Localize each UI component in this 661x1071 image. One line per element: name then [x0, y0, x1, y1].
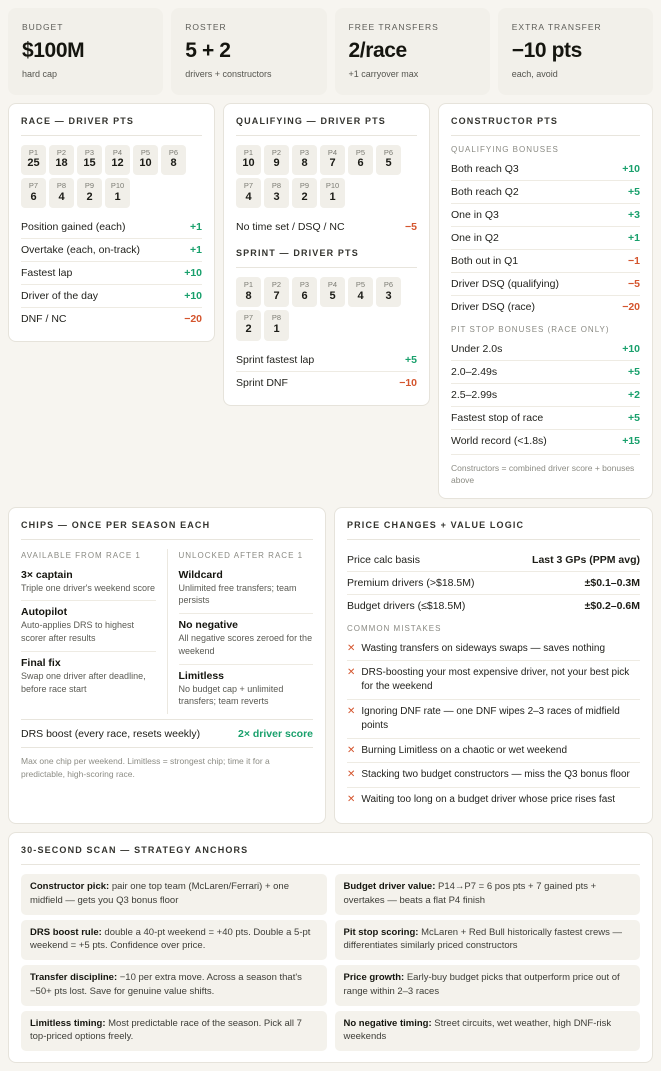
pill-position-label: P8 [56, 181, 67, 191]
scan-item-text: Street circuits, wet weather, high DNF-risk weekends [343, 1017, 612, 1043]
scoring-row-label: One in Q3 [451, 209, 499, 221]
position-pill [49, 178, 74, 208]
pill-points-value: 1 [329, 190, 336, 203]
cross-icon: ✕ [347, 706, 356, 718]
scoring-row-value: −5 [628, 278, 640, 290]
position-pill [348, 277, 373, 307]
cross-icon: ✕ [347, 667, 356, 679]
chips-columns [21, 549, 313, 715]
mistake-row [347, 661, 640, 700]
chips-available-list [21, 564, 156, 702]
scoring-row-value: +15 [622, 435, 640, 447]
scoring-row-label: Driver of the day [21, 290, 99, 303]
race-scoring-rows [21, 216, 202, 330]
scan-item-text: Early-buy budget picks that outperform price out of range within 2–3 races [343, 972, 620, 997]
scan-item-term: DRS boost rule: [30, 926, 102, 938]
pill-position-label: P3 [299, 280, 310, 290]
chip-item [179, 614, 314, 665]
cross-icon: ✕ [347, 744, 356, 756]
mistake-row [347, 739, 640, 764]
drs-boost-label: DRS boost (every race, resets weekly) [21, 728, 201, 741]
scoring-row-value: +5 [628, 186, 640, 198]
common-mistakes-subhead: COMMON MISTAKES [347, 623, 442, 633]
scan-item [21, 920, 327, 961]
scoring-row-label: Both reach Q3 [451, 163, 519, 175]
position-pill [376, 277, 401, 307]
scan-item [335, 920, 641, 961]
chip-item [179, 665, 314, 715]
pill-points-value: 15 [83, 157, 96, 170]
scoring-row-value: −10 [399, 376, 417, 389]
position-pill [236, 178, 261, 208]
chip-description: Unlimited free transfers; team persists [178, 582, 297, 606]
summary-card [498, 8, 653, 95]
scan-item-term: Pit stop scoring: [343, 926, 419, 938]
scoring-row [451, 273, 640, 296]
scoring-row [236, 349, 417, 372]
scan-left-column [21, 874, 327, 1051]
summary-card-label: FREE TRANSFERS [348, 22, 439, 32]
scoring-row-label: Overtake (each, on-track) [21, 244, 141, 257]
position-pill [77, 178, 102, 208]
pill-position-label: P2 [271, 280, 282, 290]
position-pill [77, 145, 102, 175]
position-pill [236, 145, 261, 175]
sprint-scoring-rows [236, 349, 417, 394]
scoring-row [347, 572, 640, 595]
constructor-note: Constructors = combined driver score + bonuses above [451, 454, 640, 487]
scan-item [21, 965, 327, 1006]
scan-item-term: No negative timing: [343, 1017, 432, 1029]
pill-points-value: 25 [27, 157, 40, 170]
mistake-text: Waiting too long on a budget driver whose price rises fast [361, 794, 616, 806]
race-driver-pts-card [8, 103, 215, 342]
pill-position-label: P1 [243, 148, 254, 157]
summary-card-label: BUDGET [22, 22, 64, 32]
position-pill [320, 178, 345, 208]
scoring-row-value: +10 [622, 163, 640, 175]
qualifying-bonuses-subhead: QUALIFYING BONUSES [451, 145, 559, 154]
scoring-row-value: +2 [628, 389, 640, 401]
pill-position-label: P1 [243, 280, 254, 290]
scoring-row-label: Fastest lap [21, 267, 73, 280]
position-pill [105, 178, 130, 208]
scan-item [335, 965, 641, 1006]
scan-item-term: Price growth: [343, 972, 405, 984]
scoring-row [451, 361, 640, 384]
scoring-row-value: +1 [190, 221, 202, 234]
scan-item [21, 874, 327, 915]
scoring-row-label: World record (<1.8s) [451, 435, 547, 447]
pill-points-value: 3 [385, 289, 392, 302]
scoring-row [451, 430, 640, 452]
position-pill [348, 145, 373, 175]
chips-card-title: CHIPS — ONCE PER SEASON EACH [21, 520, 313, 540]
position-pill [264, 178, 289, 208]
scoring-row-value: ±$0.2–0.6M [584, 599, 640, 612]
chip-name: Wildcard [178, 568, 223, 581]
pit-stop-bonuses-subhead: PIT STOP BONUSES (RACE ONLY) [451, 325, 610, 334]
pill-position-label: P5 [140, 148, 151, 157]
pill-position-label: P10 [325, 181, 340, 191]
chip-description: Auto-applies DRS to highest scorer after results [21, 620, 135, 644]
drs-boost-value: 2× driver score [237, 728, 313, 741]
pill-points-value: 8 [245, 289, 252, 302]
pill-position-label: P6 [383, 280, 394, 290]
pill-position-label: P9 [299, 181, 310, 191]
pill-points-value: 10 [242, 157, 255, 170]
scoring-row-label: Price calc basis [347, 553, 420, 566]
scan-item [21, 1011, 327, 1052]
pill-position-label: P7 [28, 181, 39, 191]
scoring-row [236, 372, 417, 394]
position-pill [320, 277, 345, 307]
chip-name: No negative [178, 619, 239, 632]
pill-position-label: P10 [110, 181, 125, 191]
pill-position-label: P6 [383, 148, 394, 157]
pill-points-value: 9 [273, 157, 280, 170]
sprint-section-title: SPRINT — DRIVER PTS [236, 248, 417, 268]
pill-position-label: P2 [56, 148, 67, 157]
summary-strip [8, 8, 653, 95]
scoring-row [451, 204, 640, 227]
position-pill [105, 145, 130, 175]
chip-item [21, 601, 156, 652]
pill-points-value: 7 [329, 157, 336, 170]
chips-available-column [21, 549, 168, 715]
scoring-row-value: +3 [628, 209, 640, 221]
scoring-row-label: Sprint DNF [236, 376, 288, 389]
scoring-row-label: Premium drivers (>$18.5M) [347, 576, 475, 589]
pill-position-label: P4 [327, 280, 338, 290]
price-card-title: PRICE CHANGES + VALUE LOGIC [347, 520, 640, 540]
scoring-row [347, 595, 640, 617]
price-changes-card [334, 507, 653, 824]
scoring-row-value: +1 [628, 232, 640, 244]
scoring-row-value: +10 [184, 267, 202, 280]
chips-unlocked-list [179, 564, 314, 715]
pill-position-label: P8 [271, 181, 282, 191]
position-pill [161, 145, 186, 175]
scoring-row-label: Fastest stop of race [451, 412, 544, 424]
pill-points-value: 2 [86, 190, 93, 203]
scoring-row [451, 338, 640, 361]
pill-points-value: 6 [301, 289, 308, 302]
pill-position-label: P3 [84, 148, 95, 157]
common-mistakes-list [347, 637, 640, 812]
constructor-pts-card [438, 103, 653, 499]
pill-points-value: 4 [245, 190, 252, 203]
chip-description: Triple one driver's weekend score [21, 582, 155, 593]
chip-name: 3× captain [21, 568, 73, 581]
scan-item-text: double a 40-pt weekend = +40 pts. Double a 5-pt weekend = +5 pts. Confidence over price. [30, 926, 311, 952]
mistake-row [347, 788, 640, 812]
scoring-row-value: +10 [184, 290, 202, 303]
scoring-row-label: Driver DSQ (qualifying) [451, 278, 559, 290]
scan-item-text: −10 per extra move. Across a season that's −50+ pts lost. Save for genuine value shifts. [30, 972, 302, 997]
scan-item-term: Limitless timing: [30, 1017, 106, 1029]
scoring-row [451, 158, 640, 181]
race-position-pills [21, 145, 202, 208]
pill-position-label: P4 [112, 148, 123, 157]
chip-name: Autopilot [21, 606, 68, 619]
scoring-row [347, 549, 640, 572]
chips-footnote: Max one chip per weekend. Limitless = strongest chip; time it for a predictable, high-scoring race. [21, 756, 270, 779]
cross-icon: ✕ [347, 794, 356, 806]
scoring-row-value: +5 [628, 412, 640, 424]
scoring-row-label: Position gained (each) [21, 221, 126, 234]
position-pill [264, 145, 289, 175]
position-pill [292, 277, 317, 307]
chip-name: Limitless [178, 669, 225, 682]
mistake-text: Stacking two budget constructors — miss the Q3 bonus floor [361, 769, 630, 781]
pill-points-value: 4 [357, 289, 364, 302]
pill-points-value: 8 [301, 157, 308, 170]
scoring-row-label: No time set / DSQ / NC [236, 221, 345, 234]
chip-name: Final fix [21, 656, 61, 669]
scan-right-column [335, 874, 641, 1051]
pill-points-value: 12 [111, 157, 124, 170]
pill-position-label: P5 [355, 280, 366, 290]
pill-points-value: 1 [273, 322, 280, 335]
sprint-position-pills [236, 277, 417, 340]
summary-card-label: EXTRA TRANSFER [511, 22, 602, 32]
summary-card-sub: +1 carryover max [348, 69, 419, 79]
strategy-anchors-card [8, 832, 653, 1063]
position-pill [264, 277, 289, 307]
scoring-row-value: −20 [184, 313, 202, 326]
constructor-qualifying-rows [451, 158, 640, 318]
summary-card-value: −10 pts [511, 39, 582, 62]
pill-position-label: P9 [84, 181, 95, 191]
scoring-row [451, 250, 640, 273]
scoring-row-value: +10 [622, 343, 640, 355]
summary-card-value: $100M [22, 39, 85, 62]
summary-card [335, 8, 490, 95]
scoring-row-value: Last 3 GPs (PPM avg) [532, 553, 640, 566]
mistake-row [347, 637, 640, 662]
cross-icon: ✕ [347, 769, 356, 781]
scan-item-text: pair one top team (McLaren/Ferrari) + one midfield — gets you Q3 bonus floor [30, 881, 289, 906]
pill-points-value: 6 [357, 157, 364, 170]
scoring-row-label: 2.0–2.49s [451, 366, 498, 378]
pill-position-label: P8 [271, 313, 282, 323]
position-pill [292, 145, 317, 175]
scoring-row [451, 227, 640, 250]
scoring-row-value: −20 [622, 301, 640, 313]
scoring-row [21, 239, 202, 262]
scoring-row [21, 308, 202, 330]
scan-item-term: Constructor pick: [30, 881, 110, 892]
mistake-row [347, 763, 640, 788]
scoring-row-label: DNF / NC [21, 313, 67, 326]
scoring-row-label: Sprint fastest lap [236, 353, 315, 366]
position-pill [21, 145, 46, 175]
chip-description: All negative scores zeroed for the weekend [178, 633, 313, 656]
scoring-row [21, 262, 202, 285]
summary-card-sub: hard cap [22, 69, 58, 79]
mistake-text: Burning Limitless on a chaotic or wet weekend [361, 744, 568, 756]
scan-item [335, 874, 641, 915]
chips-card [8, 507, 326, 824]
summary-card [171, 8, 326, 95]
scoring-row [451, 384, 640, 407]
scoring-row [21, 285, 202, 308]
mistake-text: DRS-boosting your most expensive driver, not your best pick for the weekend [361, 667, 630, 693]
drs-boost-row [21, 719, 313, 748]
scoring-row [21, 216, 202, 239]
qualifying-position-pills [236, 145, 417, 208]
scoring-row-value: −1 [628, 255, 640, 267]
summary-card [8, 8, 163, 95]
position-pill [376, 145, 401, 175]
mistake-text: Ignoring DNF rate — one DNF wipes 2–3 races of midfield points [361, 706, 620, 731]
qualifying-sprint-card [223, 103, 430, 406]
position-pill [264, 310, 289, 340]
scoring-row-label: Both out in Q1 [451, 255, 519, 267]
summary-card-label: ROSTER [185, 22, 227, 32]
scoring-row [451, 181, 640, 204]
chips-price-row [8, 507, 653, 824]
scoring-row [8, 103, 653, 499]
mistake-row [347, 700, 640, 739]
chip-item [21, 564, 156, 602]
scan-item [335, 1011, 641, 1052]
chips-unlocked-subhead: UNLOCKED AFTER RACE 1 [178, 550, 304, 560]
position-pill [292, 178, 317, 208]
pill-position-label: P7 [243, 313, 254, 323]
pill-points-value: 2 [245, 322, 252, 335]
chip-description: No budget cap + unlimited transfers; team reverts [178, 683, 284, 707]
scan-item-text: McLaren + Red Bull historically fastest crews — differentiates similarly priced constructors [343, 926, 622, 952]
chip-item [21, 652, 156, 702]
scan-item-term: Transfer discipline: [30, 972, 118, 984]
qualifying-card-title: QUALIFYING — DRIVER PTS [236, 116, 417, 136]
scoring-row-label: One in Q2 [451, 232, 499, 244]
scan-item-text: Most predictable race of the season. Pick all 7 top-priced options freely. [30, 1017, 302, 1043]
pill-position-label: P2 [271, 148, 282, 157]
pill-points-value: 8 [170, 157, 177, 170]
constructor-card-title: CONSTRUCTOR PTS [451, 116, 640, 136]
chips-unlocked-column [168, 549, 314, 715]
pill-points-value: 5 [385, 157, 392, 170]
position-pill [21, 178, 46, 208]
qualifying-scoring-rows [236, 216, 417, 238]
scoring-row-label: Under 2.0s [451, 343, 503, 355]
scoring-row-label: Driver DSQ (race) [451, 301, 536, 313]
pill-points-value: 5 [329, 289, 336, 302]
scoring-row [451, 407, 640, 430]
pill-points-value: 3 [273, 190, 280, 203]
scoring-row-value: +5 [405, 353, 417, 366]
pill-points-value: 2 [301, 190, 308, 203]
chip-item [179, 564, 314, 615]
scan-grid [21, 874, 640, 1051]
scoring-row-value: ±$0.1–0.3M [584, 576, 640, 589]
scoring-row [236, 216, 417, 238]
position-pill [236, 277, 261, 307]
scoring-row-value: +1 [190, 244, 202, 257]
pill-position-label: P4 [327, 148, 338, 157]
pill-points-value: 18 [55, 157, 68, 170]
cross-icon: ✕ [347, 642, 356, 654]
pill-points-value: 7 [273, 289, 280, 302]
pill-points-value: 1 [114, 190, 121, 203]
pill-position-label: P1 [28, 148, 39, 157]
pill-position-label: P7 [243, 181, 254, 191]
position-pill [49, 145, 74, 175]
summary-card-sub: drivers + constructors [185, 69, 272, 79]
scoring-row-label: Both reach Q2 [451, 186, 519, 198]
race-card-title: RACE — DRIVER PTS [21, 116, 202, 136]
scan-card-title: 30-SECOND SCAN — STRATEGY ANCHORS [21, 845, 640, 865]
constructor-pit-rows [451, 338, 640, 452]
summary-card-value: 5 + 2 [185, 39, 231, 62]
pill-position-label: P3 [299, 148, 310, 157]
position-pill [236, 310, 261, 340]
pill-position-label: P5 [355, 148, 366, 157]
price-rows [347, 549, 640, 617]
pill-points-value: 10 [139, 157, 152, 170]
summary-card-value: 2/race [348, 39, 407, 62]
pill-position-label: P6 [168, 148, 179, 157]
chips-available-subhead: AVAILABLE FROM RACE 1 [21, 550, 141, 560]
scan-item-text: P14→P7 = 6 pos pts + 7 gained pts + overtakes — beats a flat P4 finish [343, 881, 597, 906]
scoring-row [451, 296, 640, 318]
scoring-row-value: +5 [628, 366, 640, 378]
chip-description: Swap one driver after deadline, before race start [21, 670, 146, 694]
scoring-row-label: 2.5–2.99s [451, 389, 498, 401]
scoring-row-value: −5 [405, 221, 417, 234]
pill-points-value: 4 [58, 190, 65, 203]
position-pill [133, 145, 158, 175]
mistake-text: Wasting transfers on sideways swaps — saves nothing [361, 642, 606, 654]
scoring-row-label: Budget drivers (≤$18.5M) [347, 599, 466, 612]
scan-item-term: Budget driver value: [343, 881, 436, 892]
pill-points-value: 6 [30, 190, 37, 203]
summary-card-sub: each, avoid [511, 69, 558, 79]
position-pill [320, 145, 345, 175]
